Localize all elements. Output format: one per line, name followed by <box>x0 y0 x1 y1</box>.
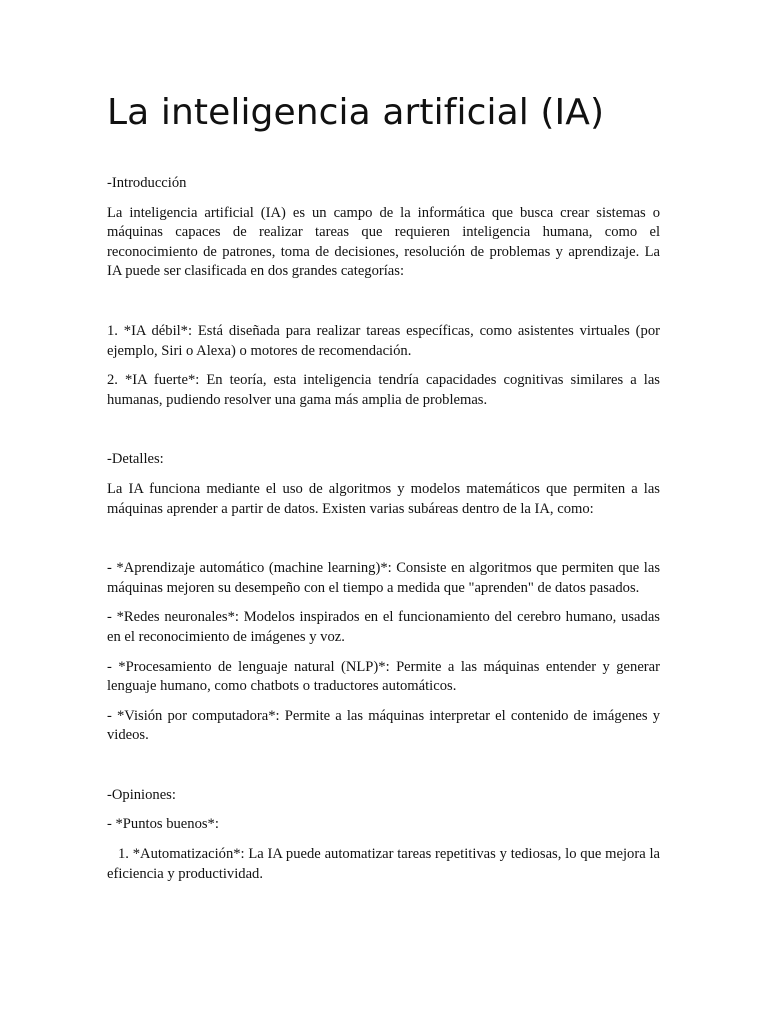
document-page <box>107 88 660 894</box>
document-title: La inteligencia artificial (IA) <box>107 92 605 133</box>
category-item: 2. *IA fuerte*: En teoría, esta inteligencia tendría capacidades cognitivas similares a las humanas, pudiendo resolver una gama más amplia de problemas. <box>107 372 660 408</box>
details-paragraph: La IA funciona mediante el uso de algoritmos y modelos matemáticos que permiten a las máquinas aprender a partir de datos. Existen varias subáreas dentro de la IA, como: <box>107 480 660 517</box>
details-heading: -Detalles: <box>107 451 164 468</box>
spacer <box>107 529 660 559</box>
intro-paragraph: La inteligencia artificial (IA) es un campo de la informática que busca crear sistemas o máquinas capaces de realizar tareas que requieren inteligencia humana, como el reconocimiento de patrones, toma de decisiones, resolución de problemas y aprendizaje. La IA puede ser clasificada en dos grandes categorías: <box>107 204 660 280</box>
subarea-item: - *Redes neuronales*: Modelos inspirados en el funcionamiento del cerebro humano, usadas en el reconocimiento de imágenes y voz. <box>107 609 660 645</box>
subarea-item: - *Aprendizaje automático (machine learning)*: Consiste en algoritmos que permiten que las máquinas mejoren su desempeño con el tiempo a medida que "aprenden" de datos pasados. <box>107 560 660 596</box>
subarea-item: - *Visión por computadora*: Permite a las máquinas interpretar el contenido de imágenes y videos. <box>107 707 660 744</box>
opinions-heading: -Opiniones: <box>107 786 176 803</box>
category-item: 1. *IA débil*: Está diseñada para realizar tareas específicas, como asistentes virtuales (por ejemplo, Siri o Alexa) o motores de recomendación. <box>107 322 660 359</box>
subarea-item: - *Procesamiento de lenguaje natural (NLP)*: Permite a las máquinas entender y generar lenguaje humano, como chatbots o traductores automáticos. <box>107 658 660 695</box>
good-point-item: 1. *Automatización*: La IA puede automatizar tareas repetitivas y tediosas, lo que mejora la eficiencia y productividad. <box>107 846 660 882</box>
intro-heading: -Introducción <box>107 175 187 191</box>
spacer <box>107 420 660 450</box>
good-points-heading: - *Puntos buenos*: <box>107 816 219 833</box>
spacer <box>107 756 660 786</box>
spacer <box>107 292 660 322</box>
